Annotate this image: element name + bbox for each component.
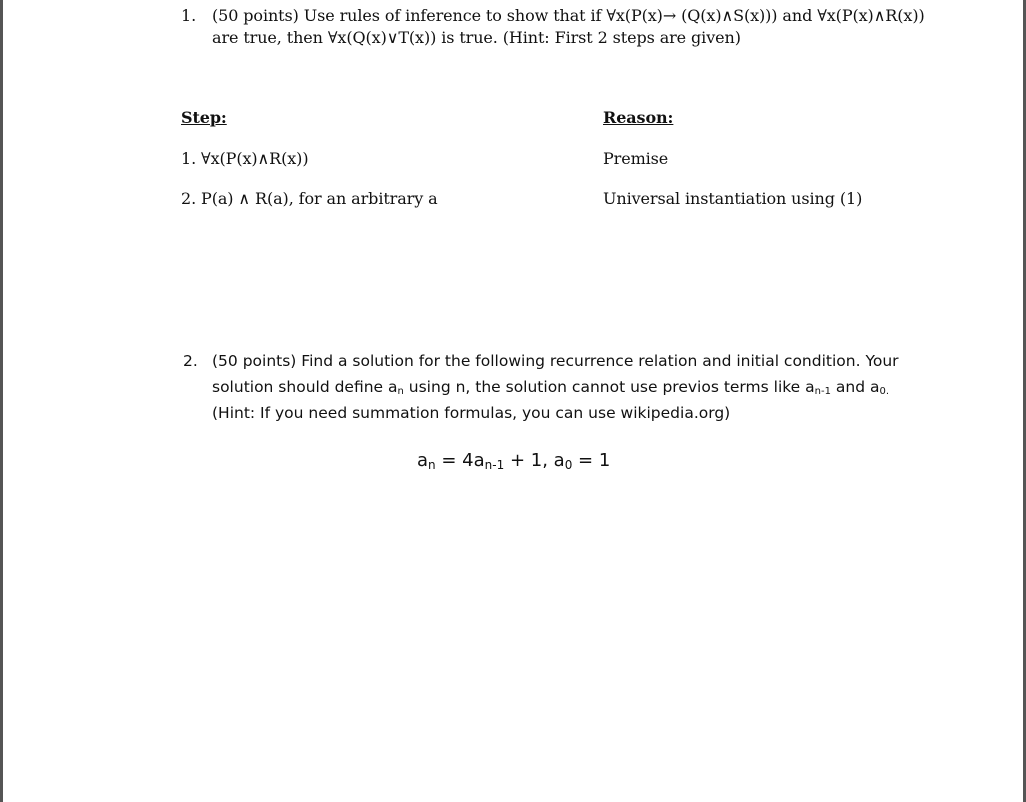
- step-row-1: 1. ∀x(P(x)∧R(x)): [181, 149, 309, 168]
- q2-line2-text-1: solution should define a: [212, 378, 398, 396]
- eq-equals-1: = 1: [572, 450, 611, 471]
- eq-plus-1-a: + 1, a: [504, 450, 565, 471]
- eq-equals-4a: = 4a: [435, 450, 485, 471]
- question-2-line-3: (Hint: If you need summation formulas, you can use wikipedia.org): [212, 404, 731, 422]
- question-1-line-1: (50 points) Use rules of inference to show that if ∀x(P(x)→ (Q(x)∧S(x))) and ∀x(P(x)∧R(x)): [212, 6, 925, 25]
- page-border-left: [0, 0, 3, 802]
- subscript-n-minus-1: n-1: [814, 386, 831, 397]
- recurrence-equation: [417, 450, 610, 472]
- step-row-2: 2. P(a) ∧ R(a), for an arbitrary a: [181, 189, 438, 208]
- eq-sub-0: 0: [564, 458, 573, 472]
- eq-a: a: [417, 450, 429, 471]
- q2-line2-text-3: and a: [830, 378, 880, 396]
- subscript-n: n: [397, 386, 404, 397]
- question-1-line-2: are true, then ∀x(Q(x)∨T(x)) is true. (Hint: First 2 steps are given): [212, 28, 741, 47]
- q2-line2-text-2: using n, the solution cannot use previos terms like a: [403, 378, 815, 396]
- question-2-line-2: [212, 378, 889, 397]
- eq-sub-n: n: [428, 458, 436, 472]
- step-header: Step:: [181, 108, 227, 127]
- question-2-number: 2.: [183, 352, 198, 370]
- eq-sub-n-minus-1: n-1: [484, 458, 505, 472]
- question-2-line-1: (50 points) Find a solution for the following recurrence relation and initial condition. Your: [212, 352, 899, 370]
- reason-row-1: Premise: [603, 149, 669, 168]
- subscript-0: 0.: [879, 386, 890, 397]
- reason-header: Reason:: [603, 108, 674, 127]
- question-1-number: 1.: [181, 6, 197, 25]
- reason-row-2: Universal instantiation using (1): [603, 189, 863, 208]
